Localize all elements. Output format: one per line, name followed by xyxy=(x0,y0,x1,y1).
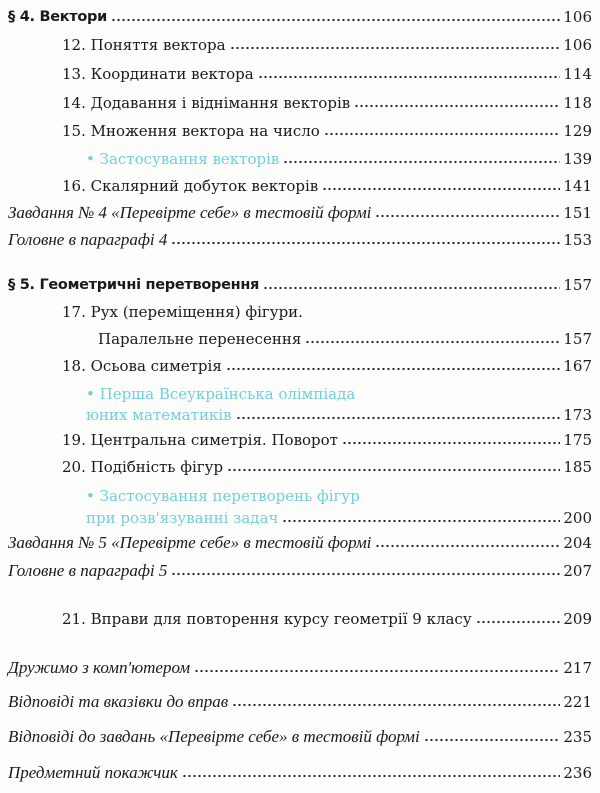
toc-computer[interactable]: Дружимо з комп'ютером 217 xyxy=(8,658,592,677)
toc-section-4[interactable]: § 4. Вектори 106 xyxy=(8,8,592,26)
toc-item-16[interactable]: 16. Скалярний добуток векторів 141 xyxy=(62,177,592,195)
dot-leader xyxy=(375,214,560,218)
dot-leader xyxy=(236,416,561,420)
toc-item-19[interactable]: 19. Центральна симетрія. Поворот 175 xyxy=(62,431,592,449)
toc-item-17[interactable]: Паралельне перенесення 157 xyxy=(98,330,592,348)
toc-bullet-vectors[interactable]: • Застосування векторів 139 xyxy=(86,150,592,168)
toc-answers[interactable]: Відповіді та вказівки до вправ 221 xyxy=(8,692,592,711)
dot-leader xyxy=(171,241,560,245)
toc-bullet-transform-line1: • Застосування перетворень фігур xyxy=(86,487,360,505)
toc-section-5[interactable]: § 5. Геометричні перетворення 157 xyxy=(8,276,592,294)
toc-item-18[interactable]: 18. Осьова симетрія 167 xyxy=(62,357,592,375)
toc-bullet-transform[interactable]: при розв'язуванні задач 200 xyxy=(86,509,592,527)
toc-summary-4[interactable]: Головне в параграфі 4 153 xyxy=(8,230,592,249)
dot-leader xyxy=(282,519,560,523)
toc-test-answers[interactable]: Відповіді до завдань «Перевірте себе» в тестовій формі 235 xyxy=(8,727,592,746)
dot-leader xyxy=(226,367,561,371)
toc-test-4[interactable]: Завдання № 4 «Перевірте себе» в тестовій формі 151 xyxy=(8,203,592,222)
dot-leader xyxy=(111,18,560,22)
toc-bullet-olympiad[interactable]: юних математиків 173 xyxy=(86,406,592,424)
dot-leader xyxy=(342,441,560,445)
toc-test-5[interactable]: Завдання № 5 «Перевірте себе» в тестовій формі 204 xyxy=(8,533,592,552)
toc-item-12[interactable]: 12. Поняття вектора 106 xyxy=(62,36,592,54)
dot-leader xyxy=(232,703,560,707)
dot-leader xyxy=(258,75,561,79)
dot-leader xyxy=(324,132,561,136)
dot-leader xyxy=(171,572,560,576)
dot-leader xyxy=(476,620,561,624)
toc-item-17-line1: 17. Рух (переміщення) фігури. xyxy=(62,303,303,321)
toc-summary-5[interactable]: Головне в параграфі 5 207 xyxy=(8,561,592,580)
dot-leader xyxy=(263,286,560,290)
toc-index[interactable]: Предметний покажчик 236 xyxy=(8,763,592,782)
dot-leader xyxy=(375,544,560,548)
dot-leader xyxy=(305,340,560,344)
toc-bullet-olympiad-line1: • Перша Всеукраїнська олімпіада xyxy=(86,385,356,403)
toc-item-13[interactable]: 13. Координати вектора 114 xyxy=(62,65,592,83)
dot-leader xyxy=(230,46,561,50)
dot-leader xyxy=(283,160,560,164)
dot-leader xyxy=(354,104,560,108)
toc-item-15[interactable]: 15. Множення вектора на число 129 xyxy=(62,122,592,140)
dot-leader xyxy=(424,738,561,742)
dot-leader xyxy=(227,468,560,472)
dot-leader xyxy=(182,774,561,778)
toc-item-14[interactable]: 14. Додавання і віднімання векторів 118 xyxy=(62,94,592,112)
toc-item-20[interactable]: 20. Подібність фігур 185 xyxy=(62,458,592,476)
toc-item-21[interactable]: 21. Вправи для повторення курсу геометрії 9 класу 209 xyxy=(62,610,592,628)
dot-leader xyxy=(194,669,560,673)
dot-leader xyxy=(322,187,560,191)
